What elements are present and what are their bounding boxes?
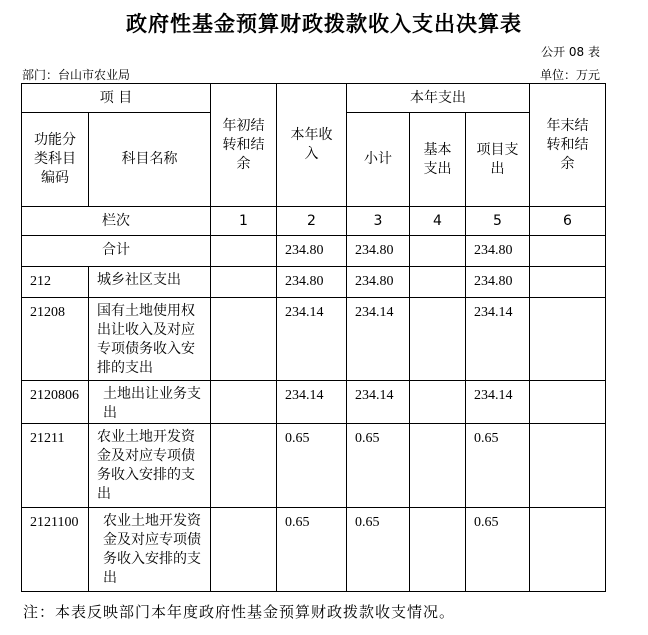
cell [410, 267, 466, 298]
row-project: 234.14 [466, 298, 530, 381]
row-income: 234.80 [277, 267, 347, 298]
total-income: 234.80 [277, 236, 347, 267]
table-code: 公开 08 表 [541, 45, 600, 59]
row-code: 2121100 [22, 508, 89, 592]
col-num: 4 [410, 207, 466, 236]
header-item: 项 目 [22, 84, 211, 113]
row-project: 0.65 [466, 424, 530, 508]
row-code: 212 [22, 267, 89, 298]
cell [530, 424, 606, 508]
row-project: 0.65 [466, 508, 530, 592]
row-income: 0.65 [277, 508, 347, 592]
table-row [22, 508, 606, 592]
row-subtotal: 0.65 [347, 508, 410, 592]
cell [530, 267, 606, 298]
row-project: 234.14 [466, 381, 530, 424]
header-basic: 基本支出 [410, 113, 466, 207]
total-label: 合计 [22, 236, 211, 267]
table-row [22, 267, 606, 298]
cell [211, 381, 277, 424]
cell [211, 236, 277, 267]
row-name: 国有土地使用权出让收入及对应专项债务收入安排的支出 [89, 298, 211, 381]
cell [211, 298, 277, 381]
total-row [22, 236, 606, 267]
row-subtotal: 234.80 [347, 267, 410, 298]
total-subtotal: 234.80 [347, 236, 410, 267]
col-num: 6 [530, 207, 606, 236]
row-name: 土地出让业务支出 [89, 381, 211, 424]
header-end-balance: 年末结转和结余 [530, 84, 606, 207]
header-func-code: 功能分类科目编码 [22, 113, 89, 207]
row-income: 234.14 [277, 381, 347, 424]
row-name: 农业土地开发资金及对应专项债务收入安排的支出 [89, 508, 211, 592]
header-subtotal: 小计 [347, 113, 410, 207]
row-name: 城乡社区支出 [89, 267, 211, 298]
cell [410, 298, 466, 381]
cell [410, 424, 466, 508]
cell [410, 236, 466, 267]
row-subtotal: 0.65 [347, 424, 410, 508]
unit-label: 单位：万元 [539, 68, 600, 82]
cell [211, 267, 277, 298]
col-num: 2 [277, 207, 347, 236]
cell [211, 424, 277, 508]
budget-table [21, 83, 606, 592]
cell [211, 508, 277, 592]
header-subject-name: 科目名称 [89, 113, 211, 207]
row-income: 234.14 [277, 298, 347, 381]
table-row [22, 298, 606, 381]
cell [530, 298, 606, 381]
header-expense: 本年支出 [347, 84, 530, 113]
page-title: 政府性基金预算财政拨款收入支出决算表 [126, 12, 522, 36]
col-label: 栏次 [22, 207, 211, 236]
header-begin-balance: 年初结转和结余 [211, 84, 277, 207]
cell [410, 508, 466, 592]
row-subtotal: 234.14 [347, 298, 410, 381]
footnote: 注：本表反映部门本年度政府性基金预算财政拨款收支情况。 [23, 603, 456, 621]
row-name: 农业土地开发资金及对应专项债务收入安排的支出 [89, 424, 211, 508]
cell [530, 381, 606, 424]
row-income: 0.65 [277, 424, 347, 508]
row-code: 21208 [22, 298, 89, 381]
col-num: 5 [466, 207, 530, 236]
row-code: 2120806 [22, 381, 89, 424]
total-project: 234.80 [466, 236, 530, 267]
cell [530, 508, 606, 592]
department-label: 部门：台山市农业局 [22, 68, 131, 82]
header-project: 项目支出 [466, 113, 530, 207]
table-row [22, 424, 606, 508]
col-num: 1 [211, 207, 277, 236]
table-row [22, 381, 606, 424]
row-project: 234.80 [466, 267, 530, 298]
cell [410, 381, 466, 424]
header-income: 本年收入 [277, 84, 347, 207]
row-code: 21211 [22, 424, 89, 508]
cell [530, 236, 606, 267]
row-subtotal: 234.14 [347, 381, 410, 424]
col-num: 3 [347, 207, 410, 236]
